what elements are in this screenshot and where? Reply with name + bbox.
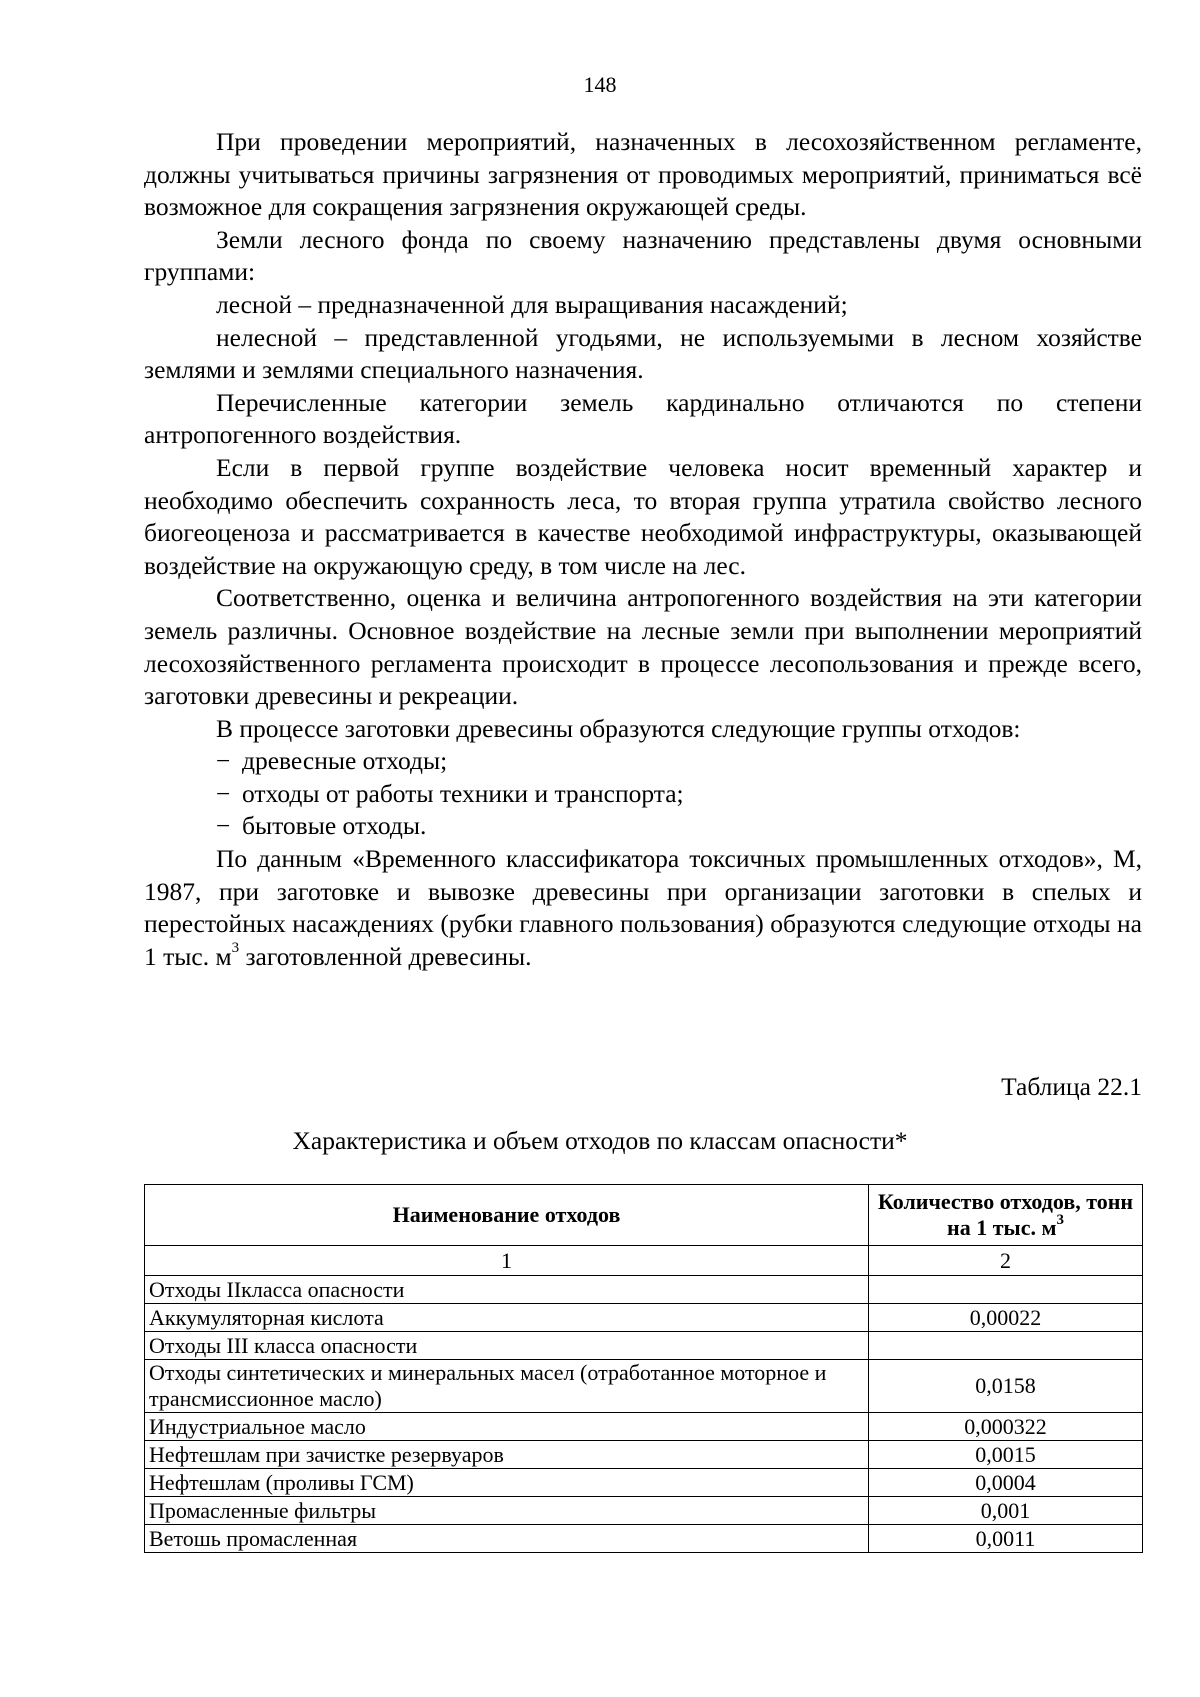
paragraph: лесной – предназначенной для выращивания насаждений; [216, 289, 848, 319]
list-item [144, 810, 1142, 843]
waste-quantity-cell: 0,001 [869, 1497, 1143, 1525]
paragraph: Если в первой группе воздействие человека носит временный характер и необходимо обеспечить сохранность леса, то вторая группа утратила свойство лесного биогеоценоза и рассматривается в качестве необходимой инфраструктуры, оказывающей воздействие на окружающую среду, в том числе на лес. [144, 452, 1142, 580]
table-row [145, 1304, 1143, 1332]
paragraph: нелесной – представленной угодьями, не используемыми в лесном хозяйстве землями и землями специального назначения. [144, 322, 1142, 385]
waste-quantity-cell: 0,0004 [869, 1469, 1143, 1497]
waste-name-cell: Промасленные фильтры [145, 1497, 869, 1525]
waste-table [144, 1184, 1143, 1553]
paragraph [144, 843, 1142, 973]
index-cell: 1 [145, 1246, 869, 1276]
list-item-text: древесные отходы; [242, 746, 448, 776]
waste-quantity-cell: 0,0158 [869, 1360, 1143, 1413]
table-row [145, 1360, 1143, 1413]
waste-quantity-cell [869, 1332, 1143, 1360]
paragraph-tail: заготовленной древесины. [239, 941, 532, 971]
paragraph: При проведении мероприятий, назначенных в лесохозяйственном регламенте, должны учитываться причины загрязнения от проводимых мероприятий, приниматься всё возможное для сокращения загрязнения окружающей среды. [144, 127, 1142, 222]
waste-name-cell: Нефтешлам (проливы ГСМ) [145, 1469, 869, 1497]
superscript: 3 [231, 940, 240, 957]
column-header-quantity-text: Количество отходов, тонн на 1 тыс. м [877, 1189, 1134, 1240]
waste-quantity-cell: 0,0015 [869, 1441, 1143, 1469]
paragraph: Соответственно, оценка и величина антропогенного воздействия на эти категории земель различны. Основное воздействие на лесные земли при выполнении мероприятий лесохозяйственного регламента происходит в процессе лесопользования и прежде всего, заготовки древесины и рекреации. [144, 583, 1142, 711]
list-item-text: бытовые отходы. [242, 811, 427, 841]
table-row [145, 1441, 1143, 1469]
waste-name-cell: Индустриальное масло [145, 1413, 869, 1441]
waste-quantity-cell [869, 1276, 1143, 1304]
superscript: 3 [1056, 1211, 1064, 1228]
waste-name-cell: Отходы IIкласса опасности [145, 1276, 869, 1304]
table-row [145, 1332, 1143, 1360]
waste-name-cell: Отходы III класса опасности [145, 1332, 869, 1360]
dash-marker: − [216, 778, 231, 808]
index-cell: 2 [869, 1246, 1143, 1276]
list-item [144, 778, 1142, 811]
waste-quantity-cell: 0,00022 [869, 1304, 1143, 1332]
page-number: 148 [583, 72, 617, 97]
list-item [144, 745, 1142, 778]
waste-name-cell: Отходы синтетических и минеральных масел (отработанное моторное и трансмиссионное масло) [145, 1360, 869, 1413]
waste-name-cell: Аккумуляторная кислота [145, 1304, 869, 1332]
table-row [145, 1413, 1143, 1441]
body-text [144, 126, 1142, 973]
table-label: Таблица 22.1 [1001, 1072, 1142, 1101]
paragraph-text: По данным «Временного классификатора токсичных промышленных отходов», М, 1987, при заготовке и вывозке древесины при организации заготовки в спелых и перестойных насаждениях (рубки главного пользования) образуются следующие отходы на 1 тыс. м [144, 844, 1142, 971]
waste-quantity-cell: 0,0011 [869, 1525, 1143, 1553]
table-row [145, 1525, 1143, 1553]
column-header-quantity [869, 1185, 1143, 1246]
index-row [145, 1246, 1143, 1276]
dash-marker: − [216, 811, 231, 841]
waste-name-cell: Ветошь промасленная [145, 1525, 869, 1553]
list-item-text: отходы от работы техники и транспорта; [242, 778, 684, 808]
waste-name-cell: Нефтешлам при зачистке резервуаров [145, 1441, 869, 1469]
paragraph: В процессе заготовки древесины образуются следующие группы отходов: [216, 713, 1021, 743]
column-header-name: Наименование отходов [145, 1185, 869, 1246]
table-title: Характеристика и объем отходов по классам опасности* [292, 1126, 908, 1155]
table-row [145, 1469, 1143, 1497]
waste-quantity-cell: 0,000322 [869, 1413, 1143, 1441]
dash-marker: − [216, 746, 231, 776]
table-row [145, 1276, 1143, 1304]
table-row [145, 1497, 1143, 1525]
paragraph: Земли лесного фонда по своему назначению представлены двумя основными группами: [144, 224, 1142, 287]
paragraph: Перечисленные категории земель кардинально отличаются по степени антропогенного воздействия. [144, 387, 1142, 450]
